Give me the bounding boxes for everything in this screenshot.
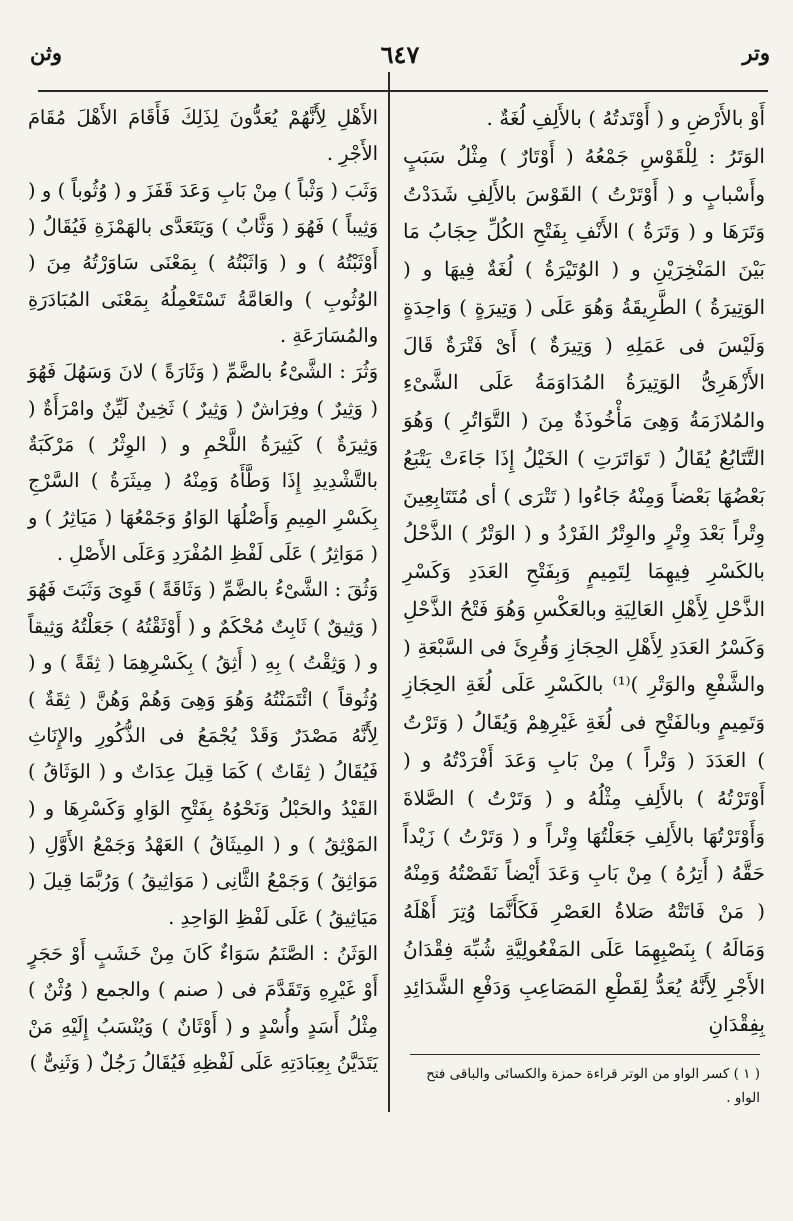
right-column	[403, 100, 765, 1044]
entry-paragraph: الأَهْلِ لِأَنَّهُمْ يُعَدُّونَ لِذَلِكَ فَأَقَامَ الأَهْلَ مُقَامَ الأَجْرِ .	[28, 106, 378, 166]
column-divider	[388, 72, 390, 1112]
footnote-rule	[410, 1054, 760, 1055]
page-number: ٦٤٧	[380, 40, 420, 69]
entry-paragraph: الوَتَرُ : لِلْقَوْسِ جَمْعُهُ ( أَوْتَارٌ ) مِثْلُ سَبَبٍ وأَسْبابٍ و ( أَوْتَرْتُ ) القَوْسَ بالأَلِفِ شَدَدْتُ وَتَرَهَا و ( وَتَرَةُ ) الأَنْفِ بِفَتْحِ الكُلِّ حِجَابُ مَا بَيْنَ المَنْخِرَيْنِ و ( الوُتَيْرَةُ ) لُغَةٌ فِيهَا و ( الوَتِيرَةُ ) الطَّرِيقَةُ وَهُوَ عَلَى ( وَتِيرَةٍ ) وَاحِدَةٍ وَلَيْسَ فى عَمَلِهِ ( وَتِيرَةٌ ) أَىْ فَتْرَةٌ قَالَ الأَزْهَرِىُّ الوَتِيرَةُ المُدَاوَمَةُ عَلَى الشَّىْءِ والمُلازَمَةُ وَهِىَ مَأْخُوذَةٌ مِنَ ( التَّوَاتُرِ ) وَهُوَ التَّتَابُعُ يُقَالُ ( تَوَاتَرَتِ ) الخَيْلُ إِذَا جَاءَتْ يَتْبَعُ بَعْضُهَا بَعْضاً وَمِنْهُ جَاءُوا ( تَتْرَى ) أى مُتَتَابِعِينَ وِتْراً بَعْدَ وِتْرٍ والوِتْرُ الفَرْدُ و ( الوَتْرُ ) الذَّحْلُ بالكَسْرِ فِيهِمَا لِتَمِيمٍ وَبِفَتْحِ العَدَدِ وَكَسْرِ الذَّحْلِ لِأَهْلِ العَالِيَةِ وبالعَكْسِ وَهُوَ فَتْحُ الذَّحْلِ وَكَسْرُ العَدَدِ لِأَهْلِ الحِجَازِ وَقُرِئَ فى السَّبْعَةِ ( والشَّفْعِ والوَتْرِ )⁽¹⁾ بالكَسْرِ عَلَى لُغَةِ الحِجَازِ وَتَمِيمٍ وبالفَتْحِ فى لُغَةِ غَيْرِهِمْ وَيُقَالُ ( وَتَرْتُ ) العَدَدَ ( وَتْراً ) مِنْ بَابِ وَعَدَ أَفْرَدْتُهُ و ( أَوْتَرْتُهُ ) بالأَلِفِ مِثْلُهُ و ( وَتَرْتُ ) الصَّلاةَ وَأَوْتَرْتُهَا بالأَلِفِ جَعَلْتُهَا وِتْراً و ( وَتَرْتُ ) زَيْداً حَقَّهُ ( أَتِرُهُ ) مِنْ بَابِ وَعَدَ أَيْضاً نَقَصْتُهُ وَمِنْهُ ( مَنْ فَاتَتْهُ صَلاةُ العَصْرِ فَكَأَنَّمَا وُتِرَ أَهْلَهُ وَمَالَهُ ) بِنَصْبِهِمَا عَلَى المَفْعُولِيَّةِ شُبِّهَ فِقْدَانُ الأَجْرِ لِأَنَّهُ يُعَدُّ لِقَطْعِ المَصَاعِبِ وَدَفْعِ الشَّدَائِدِ بِفِقْدَانِ	[403, 143, 765, 1037]
header-right-word: وتر	[742, 40, 770, 65]
entry-paragraph: وَثُرَ : الشَّىْءُ بالضَّمِّ ( وَثَارَةً ) لانَ وَسَهُلَ فَهُوَ ( وَثِيرٌ ) وفِرَاشٌ ( وَثِيرٌ ) ثَخِينٌ لَيِّنٌ وامْرَأَةٌ ( وَثِيرَةٌ ) كَثِيرَةُ اللَّحْمِ و ( الوِثْرُ ) مَرْكَبَةٌ بالتَّشْدِيدِ إِذَا وَطَّأَهُ وَمِنْهُ ( مِيثَرَةُ ) السَّرْجِ بِكَسْرِ المِيمِ وَأَصْلُهَا الوَاوُ وَجَمْعُهَا ( مَيَاثِرُ ) و ( مَوَاثِرُ ) عَلَى لَفْظِ المُفْرَدِ وَعَلَى الأَصْلِ .	[28, 360, 378, 566]
entry-paragraph: أَوْ بالأَرْضِ و ( أَوْتَدتُهُ ) بالأَلِفِ لُغَةٌ .	[486, 106, 765, 130]
entry-paragraph: وَثُقَ : الشَّىْءُ بالضَّمِّ ( وَثَاقَةً ) قَوِىَ وَثَبَتَ فَهُوَ ( وَثِيقٌ ) ثَابِتٌ مُحْكَمٌ و ( أَوْثَقْتُهُ ) جَعَلْتُهُ وَثِيقاً و ( وَثِقْتُ ) بِهِ ( أَثِقُ ) بِكَسْرِهِمَا ( ثِقَةً ) و ( وُثُوقاً ) ائْتَمَنْتُهُ وَهُوَ وَهِىَ وَهُمْ وَهُنَّ ( ثِقَةٌ ) لِأَنَّهُ مَصْدَرٌ وَقَدْ يُجْمَعُ فى الذُّكُورِ والإِنَاثِ فَيُقَالُ ( ثِقَاتٌ ) كَمَا قِيلَ عِدَاتٌ و ( الوَثَاقُ ) القَيْدُ والحَبْلُ وَنَحْوُهُ بِفَتْحِ الوَاوِ وَكَسْرِهَا و ( المَوْثِقُ ) و ( المِيثَاقُ ) العَهْدُ وَجَمْعُ الأَوَّلِ ( مَوَاثِقُ ) وَجَمْعُ الثَّانِى ( مَوَاثِيقُ ) وَرُبَّمَا قِيلَ ( مَيَاثِيقُ ) عَلَى لَفْظِ الوَاحِدِ .	[28, 578, 378, 929]
entry-paragraph: الوَثَنُ : الصَّنَمُ سَوَاءٌ كَانَ مِنْ خَشَبٍ أَوْ حَجَرٍ أَوْ غَيْرِهِ وَتَقَدَّمَ فى ( صنم ) والجمع ( وُثْنٌ ) مِثْلُ أَسَدٍ وأُسْدٍ و ( أَوْثَانٌ ) وَيُنْسَبُ إِلَيْهِ مَنْ يَتَدَيَّنُ بِعِبَادَتِهِ عَلَى لَفْظِهِ فَيُقَالُ رَجُلٌ ( وَثَنِىٌّ )	[28, 941, 378, 1074]
page-header	[30, 40, 770, 80]
footnote: ( ١ ) كسر الواو من الوتر قراءة حمزة والكسائى والباقى فتح الواو .	[426, 1066, 760, 1106]
header-rule	[38, 90, 768, 92]
left-column	[28, 100, 378, 1081]
entry-paragraph: وَثَبَ ( وَثْباً ) مِنْ بَابِ وَعَدَ قَفَزَ و ( وُثُوباً ) و ( وَثِيباً ) فَهُوَ ( وَثَّابٌ ) وَيَتَعَدَّى بالهَمْزَةِ فَيُقَالُ ( أَوْثَبْتُهُ ) و ( وَاثَبْتُهُ ) بِمَعْنَى سَاوَرْتُهُ مِنَ ( الوُثُوبِ ) والعَامَّةُ تَسْتَعْمِلُهُ بِمَعْنَى المُبَادَرَةِ والمُسَارَعَةِ .	[28, 178, 378, 348]
header-left-word: وثن	[30, 40, 62, 65]
